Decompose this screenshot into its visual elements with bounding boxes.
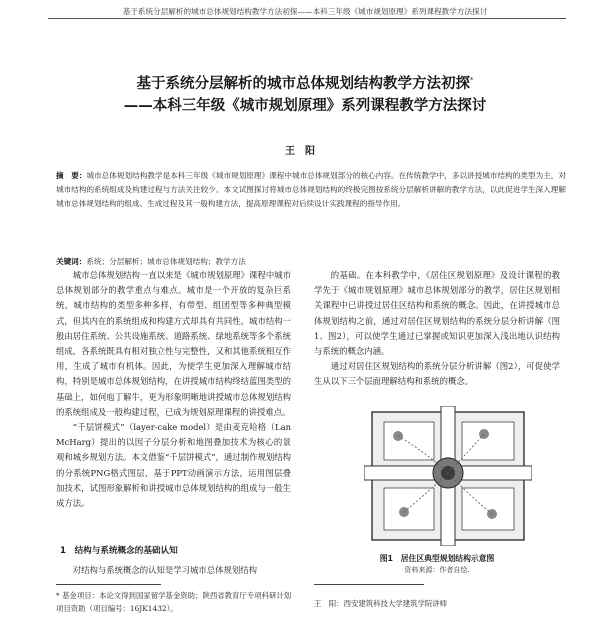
body-paragraph: 通过对居住区规划结构的系统分层分析讲解（图2），可促使学生从以下三个层面理解结构和系统的概念。 xyxy=(314,361,560,387)
abstract xyxy=(56,169,566,212)
title-line-1 xyxy=(40,72,570,93)
body-column-left xyxy=(56,268,291,511)
author-name: 王 阳 xyxy=(285,146,315,157)
footnote-rule xyxy=(56,584,161,585)
figure-block xyxy=(462,422,514,460)
body-paragraph: 城市总体规划结构一直以来是《城市规划原理》课程中城市总体规划部分的教学重点与难点。城市是一个开放的复杂巨系统，城市结构的类型多种多样，有带型、组团型等多种典型模式，但其内在的系统组成和构建方式却具有共同性。城市结构一般由居住系统、公共设施系统、道路系统、绿地系统等多个系统组成，各系统既具有相对独立性与完整性，又和其他系统相互作用，生成了城市有机体。因此，为使学生更加深入理解城市结构，特别是城市总体规划结构，在讲授城市结构终结蓝图类型的基础上，如何庖丁解牛，更为形象明晰地讲授城市总体规划结构的系统组成及一般构建过程，已成为规划原理课程的讲授难点。 xyxy=(56,270,291,417)
abstract-text: 城市总体规划结构教学是本科三年级《城市规划原理》课程中城市总体规划部分的核心内容。在传统教学中，多以讲授城市结构的类型为主，对城市结构的系统组成及构建过程与方法关注较少。本文试图探讨将城市总体规划结构的终极完图按系统分层解析讲解的教学方法，以此促进学生深入理解城市总体规划结构的组成、生成过程及其一般构建方法，提高原理课程对后续设计实践课程的指导作用。 xyxy=(56,171,566,209)
title-line-2: ——本科三年级《城市规划原理》系列课程教学方法探讨 xyxy=(123,98,487,114)
figure-caption: 图1 居住区典型规划结构示意图 xyxy=(379,554,495,563)
body-column-right xyxy=(314,268,560,390)
title-line-1-text: 基于系统分层解析的城市总体规划结构教学方法初探 xyxy=(136,76,470,92)
keywords xyxy=(56,256,566,267)
figure-block xyxy=(384,488,434,530)
footnote-funding: * 基金项目：本论文得到国家留学基金资助；陕西省教育厅专项科研计划项目资助（项目编号：16JK1432）。 xyxy=(56,591,292,613)
figure-block xyxy=(384,422,434,460)
footnote-author: 王 阳：西安建筑科技大学建筑学院讲师 xyxy=(314,599,448,608)
running-header: 基于系统分层解析的城市总体规划结构教学方法初探——本科三年级《城市规划原理》系列课程教学方法探讨 xyxy=(122,7,488,16)
body-paragraph: 的基础。在本科教学中，《居住区规划原理》及设计课程的教学先于《城市规划原理》城市总体规划部分的教学，居住区规划相关课程中已讲授过居住区结构和系统的概念。因此，在讲授城市总体规划结构之前，通过对居住区规划结构的系统分层分析讲解（图1、图2），可以使学生通过已掌握或知识更加深入浅出地认识结构与系统的概念内涵。 xyxy=(314,270,560,357)
keywords-label: 关键词： xyxy=(56,257,87,266)
section-text: 对结构与系统概念的认知是学习城市总体规划结构 xyxy=(72,565,258,575)
header-rule xyxy=(48,18,566,19)
figure-1-diagram xyxy=(364,406,532,546)
title-footnote-marker: * xyxy=(470,76,474,85)
figure-source: 资料来源：作者自绘. xyxy=(404,566,470,574)
footnote-rule-right xyxy=(314,584,424,585)
body-paragraph: “千层饼模式”（layer-cake model）是由麦克哈格（Lan McHarg）提出的以因子分层分析和地图叠加技术为核心的景观和城乡规划方法。本文借鉴“千层饼模式”，通过制作规划结构的分系统PNG格式图层，基于PPT动画演示方法，运用图层叠加技术，试图形象解析和讲授城市总体规划结构的组成与一般生成方法。 xyxy=(56,422,291,509)
section-heading: 1 结构与系统概念的基础认知 xyxy=(60,546,178,556)
abstract-label: 摘 要： xyxy=(56,171,87,180)
keywords-text: 系统；分层解析；城市总体规划结构；教学方法 xyxy=(86,257,246,266)
